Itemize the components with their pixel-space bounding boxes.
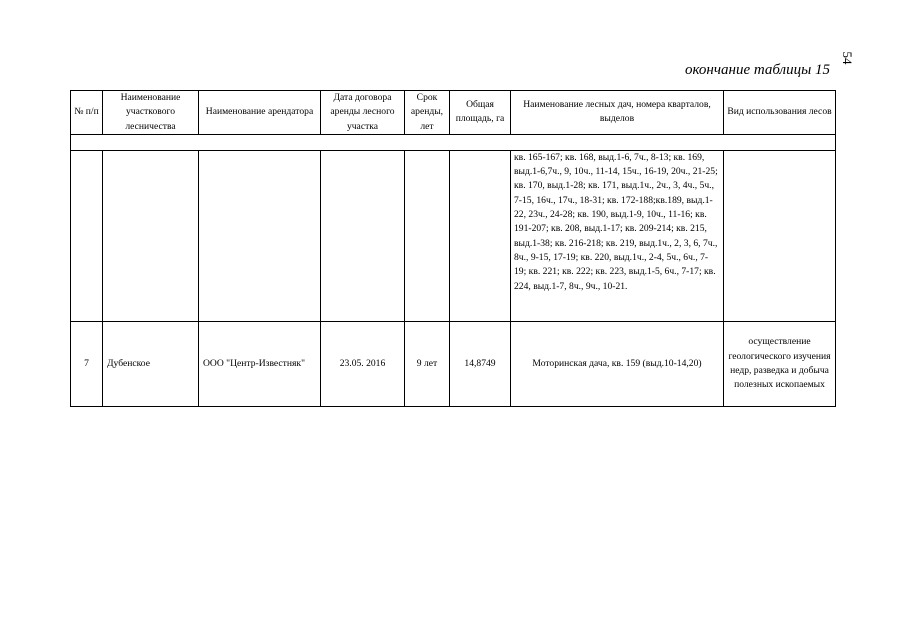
lease-table [70,90,836,407]
table-cell-tenant: ООО "Центр-Известняк" [199,321,321,406]
table-cell-area: 14,8749 [450,321,511,406]
table-cell [321,150,405,321]
table-separator-row [71,134,836,150]
table-cell-contract-date: 23.05. 2016 [321,321,405,406]
table-cell [724,150,836,321]
table-cell-forestry: Дубенское [103,321,199,406]
header-cell-lease-term: Срок аренды, лет [405,91,450,135]
separator-cell [71,134,836,150]
table-row [71,321,836,406]
table-cell-forest-use: осуществление геологического изучения недр, разведка и добыча полезных ископаемых [724,321,836,406]
header-cell-tenant: Наименование арендатора [199,91,321,135]
table-cell [199,150,321,321]
header-cell-area: Общая площадь, га [450,91,511,135]
header-cell-lands: Наименование лесных дач, номера кварталов, выделов [511,91,724,135]
header-cell-forestry: Наименование участкового лесничества [103,91,199,135]
table-caption: окончание таблицы 15 [684,62,830,78]
page-number: 54 [840,51,855,65]
header-cell-forest-use: Вид использования лесов [724,91,836,135]
table-cell [103,150,199,321]
table-cell-lands: кв. 165-167; кв. 168, выд.1-6, 7ч., 8-13; кв. 169, выд.1-6,7ч., 9, 10ч., 11-14, 15ч., 16-19, 20ч., 21-25; кв. 170, выд.1-28; кв. 171, выд.1ч., 2ч., 3, 4ч., 5ч., 7-15, 16ч., 17ч., 18-31; кв. 172-188;кв.189, выд.1-22, 23ч., 24-28; кв. 190, выд.1-9, 10ч., 11-16; кв. 191-207; кв. 208, выд.1-17; кв. 209-214; кв. 215, выд.1-38; кв. 216-218; кв. 219, выд.1ч., 2, 3, 6, 7ч., 8ч., 9-15, 17-19; кв. 220, выд.1ч., 2-4, 5ч., 6ч., 7-19; кв. 221; кв. 222; кв. 223, выд.1-5, 6ч., 7-17; кв. 224, выд.1-7, 8ч., 9ч., 10-21. [511,150,724,321]
table-cell-lease-term: 9 лет [405,321,450,406]
table-cell [71,150,103,321]
table-cell-lands: Моторинская дача, кв. 159 (выд.10-14,20) [511,321,724,406]
header-cell-contract-date: Дата договора аренды лесного участка [321,91,405,135]
table-row-continuation [71,150,836,321]
table-cell [405,150,450,321]
table-header-row [71,91,836,135]
table-cell-number: 7 [71,321,103,406]
table-cell [450,150,511,321]
header-cell-number: № п/п [71,91,103,135]
